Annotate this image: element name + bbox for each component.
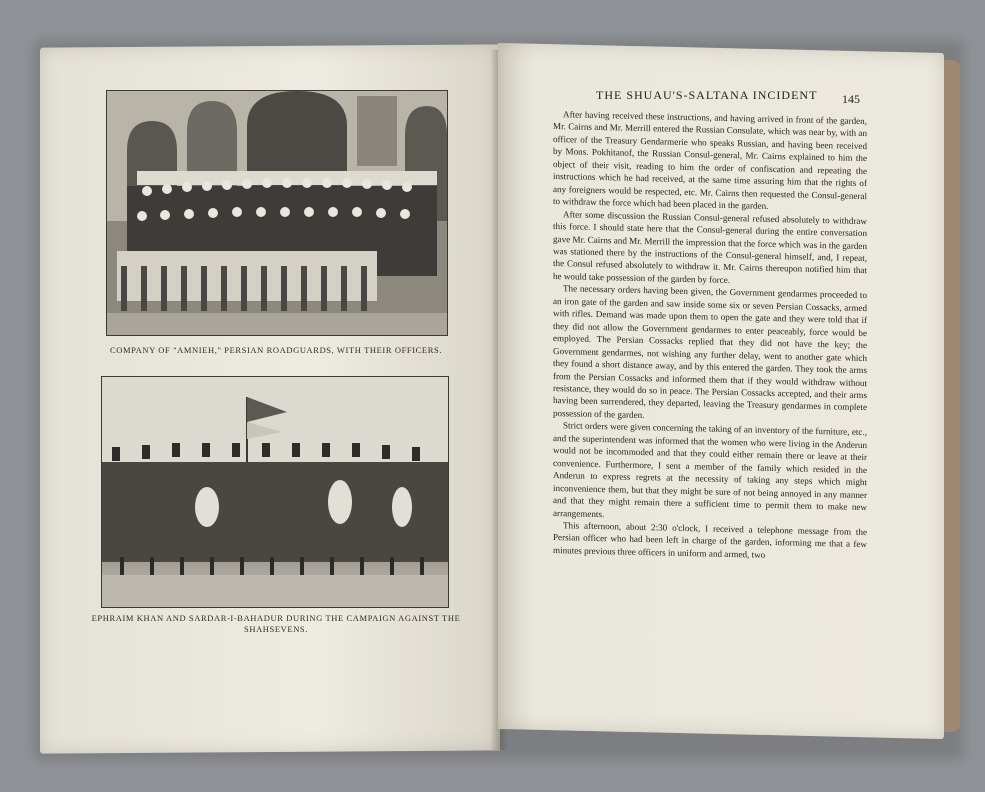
page-number: 145 <box>842 92 860 106</box>
body-text <box>553 108 867 563</box>
paragraph: Strict orders were given concerning the taking of an inventory of the furniture, etc., and the superintendent was informed that the women who were living in the Anderun would not be incommoded and that they could either remain there or leave at their convenience. Furthermore, I sent a member of the family which resided in the Anderun to express regrets at the necessity of taking any steps which might inconvenience them, but that they might be sure of not being annoyed in any manner and that they might remain there a sufficient time to permit them to make new arrangements. <box>553 420 867 519</box>
photo-caption-roadguards: COMPANY OF "AMNIEH," PERSIAN ROADGUARDS, WITH THEIR OFFICERS. <box>109 345 443 355</box>
running-head: THE SHUAU'S-SALTANA INCIDENT <box>596 88 818 102</box>
photo-caption-horsemen: EPHRAIM KHAN AND SARDAR-I-BAHADUR DURING THE CAMPAIGN AGAINST THE SHAHSEVENS. <box>91 613 461 634</box>
photo-horsemen <box>101 376 449 608</box>
paragraph: After having received these instructions, and having arrived in front of the garden, Mr. Cairns and Mr. Merrill entered the Russian Consulate, which was near by, with an officer of the Treasury Gendarmerie who speaks Russian, and having been received by Mons. Pokhitanof, the Russian Consul-general, Mr. Cairns explained to him the object of their visit, reading to him the order of confiscation and repeating the instructions which he had received, at the same time assuring him that the rights of any foreigners would be respected, etc. Mr. Cairns then requested the Consul-general to withdraw the force which had been placed in the garden. <box>553 109 867 212</box>
horsemen-illustration <box>102 377 448 607</box>
photo-roadguards <box>106 90 448 336</box>
paragraph: The necessary orders having been given, the Government gendarmes proceeded to an iron gate of the garden and saw inside some six or seven Persian Cossacks, armed with rifles. Demand was made upon them to open the gate and they were told that if they did not allow the Government gendarmes to enter peaceably, force would be employed. The Persian Cossacks replied that they did not have the key; the Government gendarmes, not wishing any further delay, went to another gate which they found a short distance away, and by this entered the garden. They took the arms from the Persian Cossacks and informed them that if they would withdraw without resistance, they would do so in peace. The Persian Cossacks accepted, and their arms having been surrendered, they departed, leaving the Treasury gendarmes in complete possession of the garden. <box>553 283 867 420</box>
paragraph: After some discussion the Russian Consul-general refused absolutely to withdraw this force. I should state here that the Consul-general during the entire conversation gave Mr. Cairns and Mr. Merrill the impression that the force which was in the garden was stationed there by the instructions of the Consul-general himself, and, I repeat, the Consul refused absolutely to withdraw it. Mr. Cairns thereupon notified him that he would take possession of the garden by force. <box>553 208 867 285</box>
paragraph: This afternoon, about 2:30 o'clock, I received a telephone message from the Persian officer who had been left in charge of the garden, informing me that a few minutes previous three officers in uniform and armed, two <box>553 520 867 560</box>
roadguards-illustration <box>107 91 447 335</box>
